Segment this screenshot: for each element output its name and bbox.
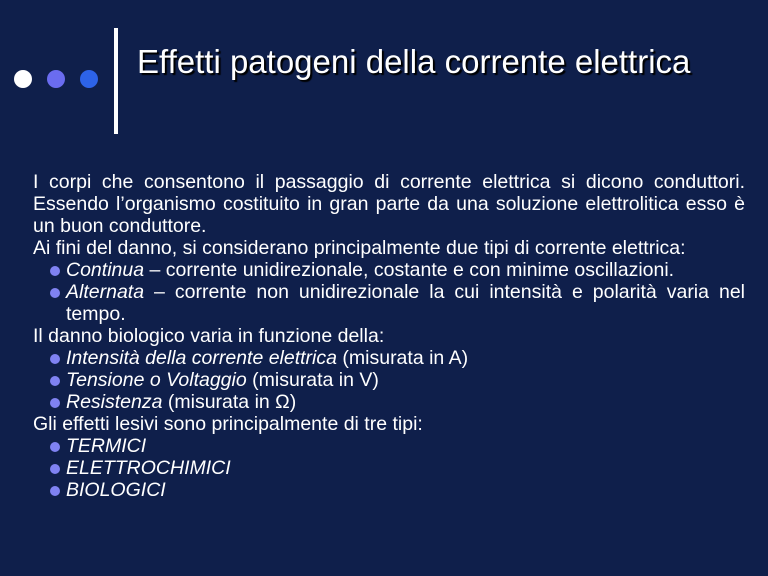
list-item xyxy=(33,391,745,413)
bullet-icon xyxy=(50,398,60,408)
bullet-icon xyxy=(50,486,60,496)
bullet-desc: (misurata in V) xyxy=(246,369,379,391)
bullet-desc: – corrente non unidirezionale la cui intensità e polarità varia nel tempo. xyxy=(66,281,745,325)
effects-intro: Gli effetti lesivi sono principalmente di tre tipi: xyxy=(33,413,423,435)
effect-label: BIOLOGICI xyxy=(66,479,166,501)
title-divider xyxy=(114,28,118,134)
bullet-term: Intensità della corrente elettrica xyxy=(66,347,337,369)
white-dot-icon xyxy=(14,70,32,88)
list-item xyxy=(33,259,745,281)
current-types-intro: Ai fini del danno, si considerano principalmente due tipi di corrente elettrica: xyxy=(33,237,686,259)
bullet-term: Resistenza xyxy=(66,391,163,413)
purple-dot-icon xyxy=(47,70,65,88)
list-item xyxy=(33,435,745,457)
bullet-term: Alternata xyxy=(66,281,145,303)
effect-label: TERMICI xyxy=(66,435,147,457)
slide-title: Effetti patogeni della corrente elettrica xyxy=(137,43,691,80)
blue-dot-icon xyxy=(80,70,98,88)
list-item xyxy=(33,479,745,501)
bullet-desc: (misurata in A) xyxy=(336,347,469,369)
bullet-icon xyxy=(50,442,60,452)
list-item xyxy=(33,281,745,325)
bullet-term: Tensione o Voltaggio xyxy=(66,369,247,391)
bullet-icon xyxy=(50,288,60,298)
bullet-desc: – corrente unidirezionale, costante e con minime oscillazioni. xyxy=(144,259,675,281)
list-item xyxy=(33,457,745,479)
bullet-term: Continua xyxy=(66,259,145,281)
bullet-icon xyxy=(50,376,60,386)
bullet-icon xyxy=(50,464,60,474)
effect-label: ELETTROCHIMICI xyxy=(66,457,231,479)
slide-body xyxy=(33,171,745,501)
list-item xyxy=(33,347,745,369)
damage-intro: Il danno biologico varia in funzione della: xyxy=(33,325,385,347)
list-item xyxy=(33,369,745,391)
intro-paragraph: I corpi che consentono il passaggio di corrente elettrica si dicono conduttori. Essendo l’organismo costituito in gran parte da una soluzione elettrolitica esso è un buon conduttore. xyxy=(33,171,745,237)
bullet-icon xyxy=(50,266,60,276)
bullet-desc: (misurata in Ω) xyxy=(162,391,297,413)
bullet-icon xyxy=(50,354,60,364)
